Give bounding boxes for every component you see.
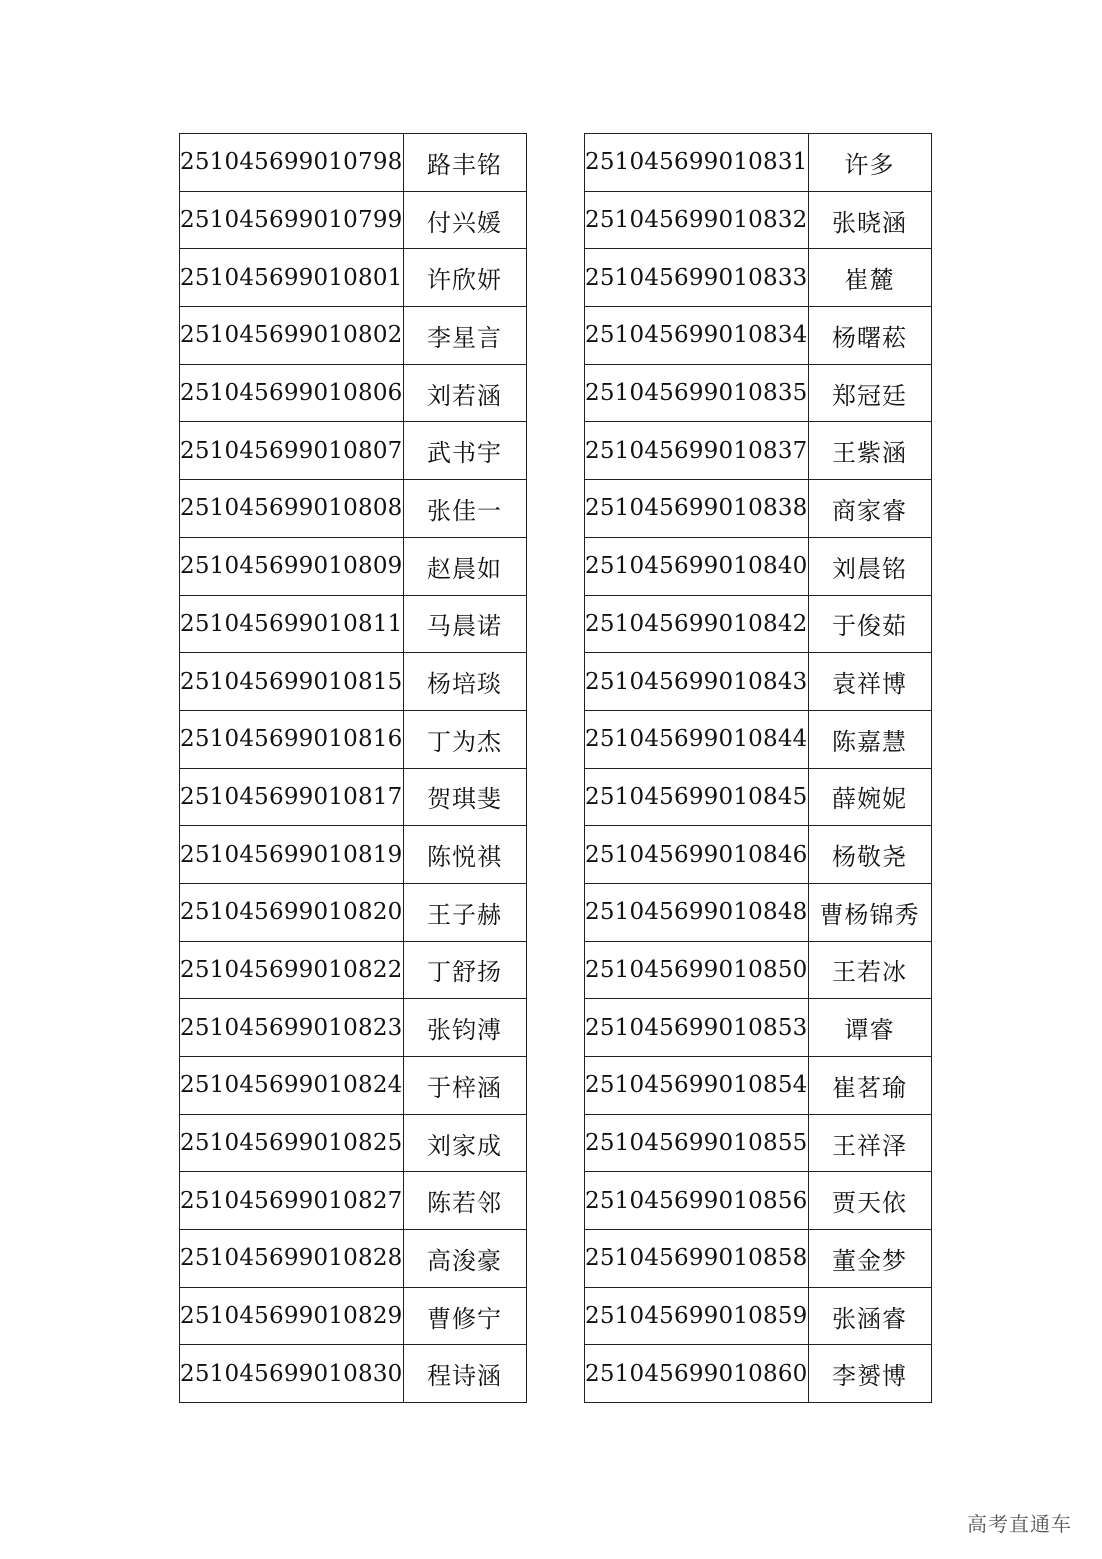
student-id-cell: 251045699010811	[180, 595, 404, 653]
left-roster-body	[180, 134, 527, 1403]
student-id-cell: 251045699010822	[180, 941, 404, 999]
student-name-cell: 薛婉妮	[808, 768, 931, 826]
table-row	[585, 480, 932, 538]
student-name-cell: 杨培琰	[403, 653, 526, 711]
table-row	[585, 1057, 932, 1115]
table-row	[585, 422, 932, 480]
student-id-cell: 251045699010845	[585, 768, 809, 826]
table-row	[180, 364, 527, 422]
student-id-cell: 251045699010830	[180, 1345, 404, 1403]
table-row	[180, 710, 527, 768]
table-row	[180, 480, 527, 538]
student-name-cell: 丁舒扬	[403, 941, 526, 999]
table-row	[585, 307, 932, 365]
table-row	[180, 249, 527, 307]
student-name-cell: 李赟博	[808, 1345, 931, 1403]
student-id-cell: 251045699010848	[585, 883, 809, 941]
student-id-cell: 251045699010801	[180, 249, 404, 307]
student-name-cell: 许多	[808, 134, 931, 192]
student-id-cell: 251045699010831	[585, 134, 809, 192]
student-name-cell: 路丰铭	[403, 134, 526, 192]
table-row	[585, 653, 932, 711]
student-name-cell: 崔茗瑜	[808, 1057, 931, 1115]
student-name-cell: 王祥泽	[808, 1114, 931, 1172]
table-row	[180, 422, 527, 480]
student-name-cell: 武书宇	[403, 422, 526, 480]
student-name-cell: 于梓涵	[403, 1057, 526, 1115]
student-name-cell: 杨曙菘	[808, 307, 931, 365]
table-row	[585, 1345, 932, 1403]
student-name-cell: 贺琪斐	[403, 768, 526, 826]
table-row	[585, 537, 932, 595]
student-id-cell: 251045699010856	[585, 1172, 809, 1230]
table-row	[585, 134, 932, 192]
student-id-cell: 251045699010819	[180, 826, 404, 884]
student-id-cell: 251045699010809	[180, 537, 404, 595]
table-row	[585, 191, 932, 249]
student-id-cell: 251045699010799	[180, 191, 404, 249]
student-id-cell: 251045699010860	[585, 1345, 809, 1403]
table-row	[180, 768, 527, 826]
table-row	[180, 653, 527, 711]
student-name-cell: 郑冠廷	[808, 364, 931, 422]
student-id-cell: 251045699010802	[180, 307, 404, 365]
student-name-cell: 袁祥博	[808, 653, 931, 711]
student-name-cell: 马晨诺	[403, 595, 526, 653]
student-name-cell: 曹杨锦秀	[808, 883, 931, 941]
student-id-cell: 251045699010815	[180, 653, 404, 711]
table-row	[180, 595, 527, 653]
student-name-cell: 张钧溥	[403, 999, 526, 1057]
student-id-cell: 251045699010817	[180, 768, 404, 826]
student-id-cell: 251045699010835	[585, 364, 809, 422]
student-name-cell: 陈嘉慧	[808, 710, 931, 768]
student-id-cell: 251045699010827	[180, 1172, 404, 1230]
student-name-cell: 张涵睿	[808, 1287, 931, 1345]
student-id-cell: 251045699010859	[585, 1287, 809, 1345]
student-id-cell: 251045699010842	[585, 595, 809, 653]
student-id-cell: 251045699010824	[180, 1057, 404, 1115]
right-roster-table	[584, 133, 932, 1403]
student-name-cell: 张晓涵	[808, 191, 931, 249]
student-name-cell: 于俊茹	[808, 595, 931, 653]
student-id-cell: 251045699010846	[585, 826, 809, 884]
table-row	[180, 941, 527, 999]
student-id-cell: 251045699010855	[585, 1114, 809, 1172]
student-id-cell: 251045699010834	[585, 307, 809, 365]
student-name-cell: 杨敬尧	[808, 826, 931, 884]
student-name-cell: 刘若涵	[403, 364, 526, 422]
student-id-cell: 251045699010832	[585, 191, 809, 249]
student-name-cell: 付兴媛	[403, 191, 526, 249]
student-name-cell: 高浚豪	[403, 1230, 526, 1288]
student-name-cell: 商家睿	[808, 480, 931, 538]
table-row	[180, 537, 527, 595]
table-row	[180, 1345, 527, 1403]
table-row	[180, 191, 527, 249]
table-row	[180, 134, 527, 192]
table-row	[180, 1114, 527, 1172]
watermark-text: 高考直通车	[967, 1512, 1072, 1536]
table-row	[585, 249, 932, 307]
student-id-cell: 251045699010853	[585, 999, 809, 1057]
student-id-cell: 251045699010823	[180, 999, 404, 1057]
student-id-cell: 251045699010840	[585, 537, 809, 595]
table-row	[585, 595, 932, 653]
table-row	[585, 883, 932, 941]
table-row	[180, 883, 527, 941]
student-name-cell: 陈悦祺	[403, 826, 526, 884]
student-id-cell: 251045699010820	[180, 883, 404, 941]
student-name-cell: 王子赫	[403, 883, 526, 941]
student-id-cell: 251045699010798	[180, 134, 404, 192]
student-id-cell: 251045699010850	[585, 941, 809, 999]
student-id-cell: 251045699010837	[585, 422, 809, 480]
student-id-cell: 251045699010828	[180, 1230, 404, 1288]
table-row	[585, 364, 932, 422]
table-row	[585, 826, 932, 884]
student-id-cell: 251045699010844	[585, 710, 809, 768]
student-id-cell: 251045699010806	[180, 364, 404, 422]
student-name-cell: 贾天依	[808, 1172, 931, 1230]
table-row	[180, 999, 527, 1057]
student-id-cell: 251045699010838	[585, 480, 809, 538]
table-row	[585, 999, 932, 1057]
student-id-cell: 251045699010816	[180, 710, 404, 768]
student-name-cell: 程诗涵	[403, 1345, 526, 1403]
student-name-cell: 丁为杰	[403, 710, 526, 768]
student-id-cell: 251045699010833	[585, 249, 809, 307]
student-name-cell: 谭睿	[808, 999, 931, 1057]
student-name-cell: 崔麓	[808, 249, 931, 307]
student-id-cell: 251045699010854	[585, 1057, 809, 1115]
table-row	[585, 941, 932, 999]
table-row	[180, 1230, 527, 1288]
student-name-cell: 董金梦	[808, 1230, 931, 1288]
student-name-cell: 赵晨如	[403, 537, 526, 595]
student-id-cell: 251045699010825	[180, 1114, 404, 1172]
student-name-cell: 陈若邻	[403, 1172, 526, 1230]
student-name-cell: 刘家成	[403, 1114, 526, 1172]
student-name-cell: 曹修宁	[403, 1287, 526, 1345]
student-id-cell: 251045699010858	[585, 1230, 809, 1288]
student-id-cell: 251045699010829	[180, 1287, 404, 1345]
student-name-cell: 李星言	[403, 307, 526, 365]
student-name-cell: 刘晨铭	[808, 537, 931, 595]
student-id-cell: 251045699010807	[180, 422, 404, 480]
table-row	[180, 307, 527, 365]
table-row	[180, 1287, 527, 1345]
table-row	[585, 768, 932, 826]
right-roster-body	[585, 134, 932, 1403]
student-id-cell: 251045699010808	[180, 480, 404, 538]
table-row	[180, 826, 527, 884]
student-id-cell: 251045699010843	[585, 653, 809, 711]
table-row	[585, 1172, 932, 1230]
table-row	[585, 1230, 932, 1288]
student-name-cell: 张佳一	[403, 480, 526, 538]
table-row	[585, 710, 932, 768]
table-row	[585, 1114, 932, 1172]
student-name-cell: 许欣妍	[403, 249, 526, 307]
left-roster-table	[179, 133, 527, 1403]
student-name-cell: 王紫涵	[808, 422, 931, 480]
table-row	[180, 1057, 527, 1115]
student-name-cell: 王若冰	[808, 941, 931, 999]
table-row	[180, 1172, 527, 1230]
table-row	[585, 1287, 932, 1345]
